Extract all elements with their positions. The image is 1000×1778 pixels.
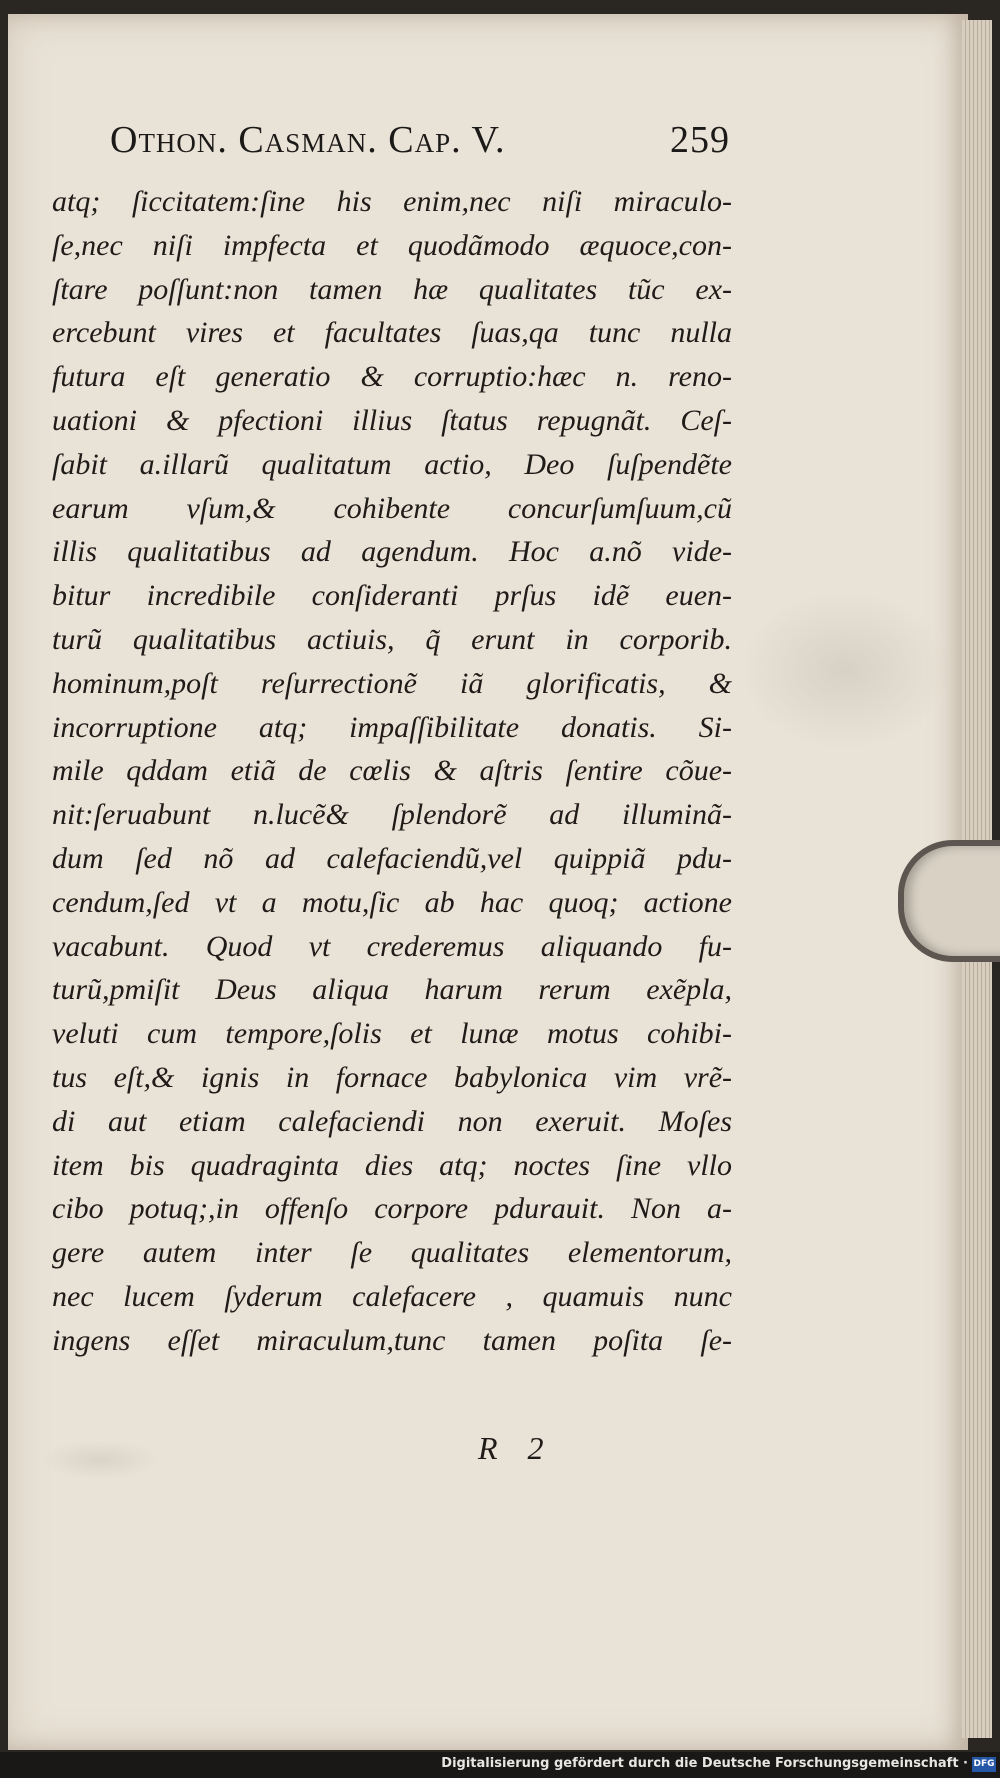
text-line: atq; ſiccitatem:ſine his enim,nec niſi miraculo- bbox=[52, 185, 732, 218]
text-line: vacabunt. Quod vt crederemus aliquando fu- bbox=[52, 929, 732, 963]
show-through-stain bbox=[740, 590, 950, 750]
text-line: cibo potuq;,in offenſo corpore pdurauit. Non a- bbox=[52, 1192, 732, 1226]
signature-letter: R bbox=[478, 1430, 498, 1466]
text-line: ſtare poſſunt:non tamen hæ qualitates tũc ex- bbox=[52, 272, 732, 306]
text-line: veluti cum tempore,ſolis et lunæ motus cohibi- bbox=[52, 1017, 732, 1051]
text-line: nec lucem ſyderum calefacere , quamuis nunc bbox=[52, 1279, 732, 1313]
text-line: ſabit a.illarũ qualitatum actio, Deo ſuſpendẽte bbox=[52, 447, 732, 481]
text-line: incorruptione atq; impaſſibilitate donatis. Si- bbox=[52, 710, 732, 744]
text-line: nit:ſeruabunt n.lucẽ& ſplendorẽ ad illuminã- bbox=[52, 798, 732, 832]
text-line: uationi & pfectioni illius ſtatus repugnãt. Ceſ- bbox=[52, 403, 732, 437]
text-line: futura eſt generatio & corruptio:hæc n. reno- bbox=[52, 360, 732, 394]
funding-credit: Digitalisierung gefördert durch die Deutsche Forschungsgemeinschaft · bbox=[441, 1756, 968, 1771]
text-line: gere autem inter ſe qualitates elementorum, bbox=[52, 1236, 732, 1270]
body-text bbox=[52, 180, 732, 1430]
page-clip bbox=[898, 840, 1000, 962]
text-line: dum ſed nõ ad calefaciendũ,vel quippiã pdu- bbox=[52, 841, 732, 875]
page-number: 259 bbox=[670, 119, 730, 161]
signature-number: 2 bbox=[527, 1430, 544, 1466]
text-line: ſe,nec niſi impfecta et quodãmodo æquoce,con- bbox=[52, 228, 732, 262]
running-head-title: Othon. Casman. Cap. V. bbox=[110, 119, 506, 161]
text-line: cendum,ſed vt a motu,ſic ab hac quoq; actione bbox=[52, 885, 732, 919]
show-through-stain-bottom bbox=[40, 1440, 160, 1480]
running-head bbox=[110, 118, 730, 168]
text-line: hominum,poſt reſurrectionẽ iã glorificatis, & bbox=[52, 666, 732, 700]
text-line: mile qddam etiã de cœlis & aſtris ſentire cõue- bbox=[52, 754, 732, 788]
text-line: item bis quadraginta dies atq; noctes ſine vllo bbox=[52, 1148, 732, 1182]
text-line: bitur incredibile conſideranti prſus idẽ euen- bbox=[52, 579, 732, 613]
text-line: ercebunt vires et facultates ſuas,qa tunc nulla bbox=[52, 316, 732, 350]
text-line: ingens eſſet miraculum,tunc tamen poſita ſe- bbox=[52, 1323, 732, 1357]
dfg-logo-icon: DFG bbox=[972, 1757, 996, 1772]
footer-bar bbox=[0, 1752, 1000, 1778]
signature-mark bbox=[478, 1430, 598, 1474]
text-line: turũ,pmiſit Deus aliqua harum rerum exẽpla, bbox=[52, 973, 732, 1007]
text-line: turũ qualitatibus actiuis, q̃ erunt in corporib. bbox=[52, 622, 732, 656]
text-line: di aut etiam calefaciendi non exeruit. Moſes bbox=[52, 1104, 732, 1138]
text-line: earum vſum,& cohibente concurſumſuum,cũ bbox=[52, 491, 732, 525]
text-line: tus eſt,& ignis in fornace babylonica vim vrẽ- bbox=[52, 1060, 732, 1094]
text-line: illis qualitatibus ad agendum. Hoc a.nõ vide- bbox=[52, 535, 732, 569]
